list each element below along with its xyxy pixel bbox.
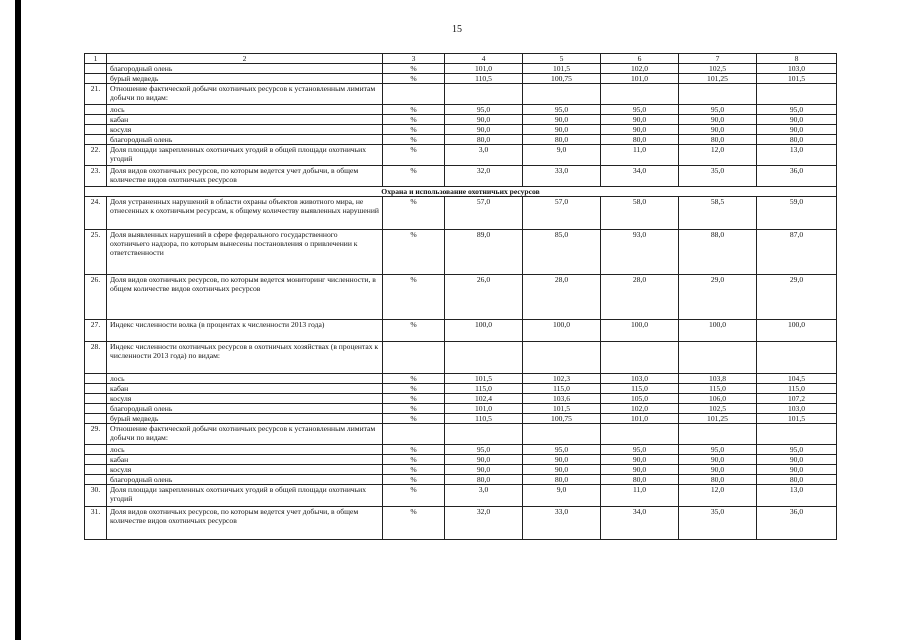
table-row (85, 166, 837, 187)
table-row (85, 485, 837, 507)
row-number: 24. (85, 197, 107, 230)
value-cell: 102,5 (679, 404, 757, 414)
indicator-name: Доля площади закрепленных охотничьих угодий в общей площади охотничьих угодий (107, 485, 383, 507)
indicator-name: Отношение фактической добычи охотничьих ресурсов к установленным лимитам добычи по видам: (107, 84, 383, 105)
value-cell: 58,0 (601, 197, 679, 230)
value-cell: 95,0 (445, 105, 523, 115)
row-number: 26. (85, 275, 107, 320)
value-cell: 90,0 (757, 455, 837, 465)
table-row (85, 424, 837, 445)
value-cell: 115,0 (757, 384, 837, 394)
value-cell: 80,0 (445, 475, 523, 485)
value-cell: 115,0 (445, 384, 523, 394)
value-cell: 28,0 (601, 275, 679, 320)
unit-cell: % (383, 230, 445, 275)
value-cell (757, 424, 837, 445)
indicator-name: Доля видов охотничьих ресурсов, по которым ведется мониторинг численности, в общем количестве видов охотничьих ресурсов (107, 275, 383, 320)
value-cell: 95,0 (445, 445, 523, 455)
value-cell: 57,0 (523, 197, 601, 230)
value-cell: 115,0 (679, 384, 757, 394)
value-cell (601, 342, 679, 374)
value-cell: 59,0 (757, 197, 837, 230)
value-cell (757, 84, 837, 105)
value-cell: 90,0 (445, 125, 523, 135)
row-number (85, 105, 107, 115)
unit-cell: % (383, 445, 445, 455)
table-row (85, 342, 837, 374)
value-cell: 90,0 (679, 465, 757, 475)
value-cell: 103,8 (679, 374, 757, 384)
row-number (85, 384, 107, 394)
table-row (85, 197, 837, 230)
value-cell: 105,0 (601, 394, 679, 404)
value-cell: 9,0 (523, 485, 601, 507)
row-number (85, 64, 107, 74)
value-cell: 90,0 (601, 125, 679, 135)
value-cell: 95,0 (679, 105, 757, 115)
value-cell: 11,0 (601, 145, 679, 166)
value-cell: 100,0 (757, 320, 837, 342)
indicator-name: лось (107, 374, 383, 384)
value-cell (757, 342, 837, 374)
unit-cell: % (383, 475, 445, 485)
indicator-name: кабан (107, 455, 383, 465)
value-cell: 85,0 (523, 230, 601, 275)
value-cell: 80,0 (679, 475, 757, 485)
value-cell: 101,0 (445, 64, 523, 74)
value-cell: 110,5 (445, 414, 523, 424)
indicator-name: кабан (107, 384, 383, 394)
value-cell: 101,25 (679, 414, 757, 424)
value-cell: 95,0 (757, 105, 837, 115)
value-cell (679, 84, 757, 105)
table-row (85, 105, 837, 115)
indicator-name: Отношение фактической добычи охотничьих ресурсов к установленным лимитам добычи по видам: (107, 424, 383, 445)
value-cell: 102,0 (601, 64, 679, 74)
row-number (85, 125, 107, 135)
value-cell: 102,0 (601, 404, 679, 414)
indicator-name: благородный олень (107, 404, 383, 414)
value-cell: 13,0 (757, 485, 837, 507)
table-row (85, 507, 837, 540)
value-cell: 115,0 (601, 384, 679, 394)
column-number: 7 (679, 54, 757, 64)
row-number (85, 394, 107, 404)
unit-cell: % (383, 320, 445, 342)
row-number: 28. (85, 342, 107, 374)
value-cell: 101,0 (601, 74, 679, 84)
value-cell: 90,0 (601, 115, 679, 125)
unit-cell: % (383, 145, 445, 166)
value-cell: 12,0 (679, 485, 757, 507)
section-heading-row (85, 187, 837, 197)
value-cell: 103,0 (757, 64, 837, 74)
value-cell (523, 84, 601, 105)
indicator-name: косуля (107, 465, 383, 475)
value-cell: 35,0 (679, 507, 757, 540)
value-cell: 12,0 (679, 145, 757, 166)
section-heading: Охрана и использование охотничьих ресурсов (85, 187, 837, 197)
row-number: 29. (85, 424, 107, 445)
table-row (85, 384, 837, 394)
table-row (85, 374, 837, 384)
row-number (85, 74, 107, 84)
value-cell (679, 424, 757, 445)
column-number: 6 (601, 54, 679, 64)
value-cell: 110,5 (445, 74, 523, 84)
value-cell: 102,4 (445, 394, 523, 404)
value-cell: 100,0 (679, 320, 757, 342)
value-cell: 100,75 (523, 74, 601, 84)
row-number: 21. (85, 84, 107, 105)
indicator-name: благородный олень (107, 475, 383, 485)
value-cell: 90,0 (523, 125, 601, 135)
value-cell: 100,0 (445, 320, 523, 342)
indicator-name: Доля видов охотничьих ресурсов, по которым ведется учет добычи, в общем количестве видов охотничьих ресурсов (107, 507, 383, 540)
table-row (85, 465, 837, 475)
unit-cell: % (383, 64, 445, 74)
scan-margin-bar (15, 0, 21, 640)
value-cell: 33,0 (523, 507, 601, 540)
row-number: 23. (85, 166, 107, 187)
value-cell: 87,0 (757, 230, 837, 275)
unit-cell: % (383, 166, 445, 187)
row-number (85, 374, 107, 384)
value-cell: 90,0 (679, 125, 757, 135)
column-number: 1 (85, 54, 107, 64)
value-cell: 103,6 (523, 394, 601, 404)
value-cell: 80,0 (679, 135, 757, 145)
table-row (85, 404, 837, 414)
value-cell: 57,0 (445, 197, 523, 230)
indicator-name: бурый медведь (107, 74, 383, 84)
value-cell: 29,0 (757, 275, 837, 320)
row-number: 30. (85, 485, 107, 507)
value-cell: 95,0 (523, 445, 601, 455)
value-cell: 29,0 (679, 275, 757, 320)
value-cell: 88,0 (679, 230, 757, 275)
value-cell: 101,5 (757, 414, 837, 424)
indicator-name: косуля (107, 394, 383, 404)
unit-cell: % (383, 485, 445, 507)
value-cell: 100,75 (523, 414, 601, 424)
column-number: 4 (445, 54, 523, 64)
indicator-name: бурый медведь (107, 414, 383, 424)
value-cell: 95,0 (601, 105, 679, 115)
indicator-name: Индекс численности охотничьих ресурсов в охотничьих хозяйствах (в процентах к численности 2013 года) по видам: (107, 342, 383, 374)
value-cell: 90,0 (523, 455, 601, 465)
value-cell: 80,0 (757, 135, 837, 145)
value-cell (445, 84, 523, 105)
indicators-table (84, 53, 837, 540)
value-cell (445, 424, 523, 445)
value-cell: 32,0 (445, 507, 523, 540)
value-cell (445, 342, 523, 374)
table-row (85, 275, 837, 320)
indicator-name: Доля устраненных нарушений в области охраны объектов животного мира, не отнесенных к охотничьим ресурсам, к общему количеству выявленных нарушений (107, 197, 383, 230)
unit-cell: % (383, 404, 445, 414)
value-cell: 80,0 (523, 475, 601, 485)
unit-cell: % (383, 275, 445, 320)
value-cell: 90,0 (757, 125, 837, 135)
page-number: 15 (452, 24, 462, 35)
value-cell: 100,0 (601, 320, 679, 342)
value-cell: 13,0 (757, 145, 837, 166)
value-cell: 32,0 (445, 166, 523, 187)
value-cell: 101,25 (679, 74, 757, 84)
unit-cell: % (383, 507, 445, 540)
indicator-name: косуля (107, 125, 383, 135)
value-cell: 80,0 (523, 135, 601, 145)
value-cell: 101,5 (757, 74, 837, 84)
value-cell (523, 342, 601, 374)
value-cell: 103,0 (601, 374, 679, 384)
row-number (85, 455, 107, 465)
row-number (85, 135, 107, 145)
value-cell: 100,0 (523, 320, 601, 342)
value-cell: 90,0 (679, 455, 757, 465)
unit-cell: % (383, 125, 445, 135)
value-cell: 80,0 (757, 475, 837, 485)
table-row (85, 145, 837, 166)
row-number: 31. (85, 507, 107, 540)
table-row (85, 135, 837, 145)
value-cell: 34,0 (601, 166, 679, 187)
table-header-row (85, 54, 837, 64)
table-row (85, 115, 837, 125)
value-cell: 3,0 (445, 145, 523, 166)
indicator-name: кабан (107, 115, 383, 125)
value-cell: 115,0 (523, 384, 601, 394)
indicator-name: лось (107, 445, 383, 455)
value-cell: 80,0 (601, 135, 679, 145)
unit-cell: % (383, 414, 445, 424)
value-cell: 36,0 (757, 166, 837, 187)
unit-cell: % (383, 374, 445, 384)
indicator-name: благородный олень (107, 64, 383, 74)
table-row (85, 84, 837, 105)
row-number (85, 465, 107, 475)
row-number (85, 404, 107, 414)
row-number (85, 115, 107, 125)
unit-cell: % (383, 394, 445, 404)
value-cell: 107,2 (757, 394, 837, 404)
value-cell: 11,0 (601, 485, 679, 507)
value-cell: 102,3 (523, 374, 601, 384)
row-number (85, 414, 107, 424)
value-cell: 89,0 (445, 230, 523, 275)
indicator-name: Доля площади закрепленных охотничьих угодий в общей площади охотничьих угодий (107, 145, 383, 166)
unit-cell: % (383, 135, 445, 145)
value-cell (601, 424, 679, 445)
unit-cell (383, 424, 445, 445)
indicator-name: благородный олень (107, 135, 383, 145)
value-cell: 26,0 (445, 275, 523, 320)
value-cell (523, 424, 601, 445)
row-number: 27. (85, 320, 107, 342)
table-row (85, 230, 837, 275)
unit-cell: % (383, 384, 445, 394)
value-cell: 80,0 (601, 475, 679, 485)
row-number: 22. (85, 145, 107, 166)
value-cell: 90,0 (523, 465, 601, 475)
table-row (85, 475, 837, 485)
column-number: 8 (757, 54, 837, 64)
value-cell: 103,0 (757, 404, 837, 414)
value-cell: 3,0 (445, 485, 523, 507)
value-cell: 80,0 (445, 135, 523, 145)
table-row (85, 445, 837, 455)
unit-cell: % (383, 197, 445, 230)
value-cell: 101,5 (523, 404, 601, 414)
unit-cell: % (383, 115, 445, 125)
value-cell: 93,0 (601, 230, 679, 275)
unit-cell: % (383, 74, 445, 84)
value-cell: 106,0 (679, 394, 757, 404)
value-cell: 101,5 (445, 374, 523, 384)
value-cell: 34,0 (601, 507, 679, 540)
table-row (85, 74, 837, 84)
table-row (85, 320, 837, 342)
unit-cell: % (383, 455, 445, 465)
indicator-name: Доля выявленных нарушений в сфере федерального государственного охотничьего надзора, по которым вынесены постановления о привлечении к ответственности (107, 230, 383, 275)
table-row (85, 64, 837, 74)
value-cell: 90,0 (679, 115, 757, 125)
column-number: 2 (107, 54, 383, 64)
value-cell: 90,0 (445, 455, 523, 465)
column-number: 3 (383, 54, 445, 64)
value-cell: 90,0 (445, 115, 523, 125)
indicator-name: Доля видов охотничьих ресурсов, по которым ведется учет добычи, в общем количестве видов охотничьих ресурсов (107, 166, 383, 187)
table-row (85, 455, 837, 465)
value-cell: 95,0 (523, 105, 601, 115)
value-cell: 95,0 (601, 445, 679, 455)
value-cell: 95,0 (679, 445, 757, 455)
value-cell: 90,0 (523, 115, 601, 125)
value-cell: 90,0 (757, 465, 837, 475)
value-cell: 33,0 (523, 166, 601, 187)
row-number (85, 445, 107, 455)
indicator-name: лось (107, 105, 383, 115)
row-number (85, 475, 107, 485)
value-cell (601, 84, 679, 105)
indicator-name: Индекс численности волка (в процентах к численности 2013 года) (107, 320, 383, 342)
unit-cell: % (383, 105, 445, 115)
value-cell: 104,5 (757, 374, 837, 384)
value-cell (679, 342, 757, 374)
value-cell: 35,0 (679, 166, 757, 187)
unit-cell (383, 342, 445, 374)
value-cell: 95,0 (757, 445, 837, 455)
table-row (85, 414, 837, 424)
unit-cell: % (383, 465, 445, 475)
unit-cell (383, 84, 445, 105)
table-row (85, 394, 837, 404)
value-cell: 101,0 (601, 414, 679, 424)
table-row (85, 125, 837, 135)
value-cell: 28,0 (523, 275, 601, 320)
value-cell: 101,5 (523, 64, 601, 74)
column-number: 5 (523, 54, 601, 64)
value-cell: 9,0 (523, 145, 601, 166)
value-cell: 36,0 (757, 507, 837, 540)
value-cell: 90,0 (601, 455, 679, 465)
row-number: 25. (85, 230, 107, 275)
value-cell: 90,0 (757, 115, 837, 125)
value-cell: 102,5 (679, 64, 757, 74)
value-cell: 90,0 (445, 465, 523, 475)
value-cell: 101,0 (445, 404, 523, 414)
value-cell: 58,5 (679, 197, 757, 230)
value-cell: 90,0 (601, 465, 679, 475)
